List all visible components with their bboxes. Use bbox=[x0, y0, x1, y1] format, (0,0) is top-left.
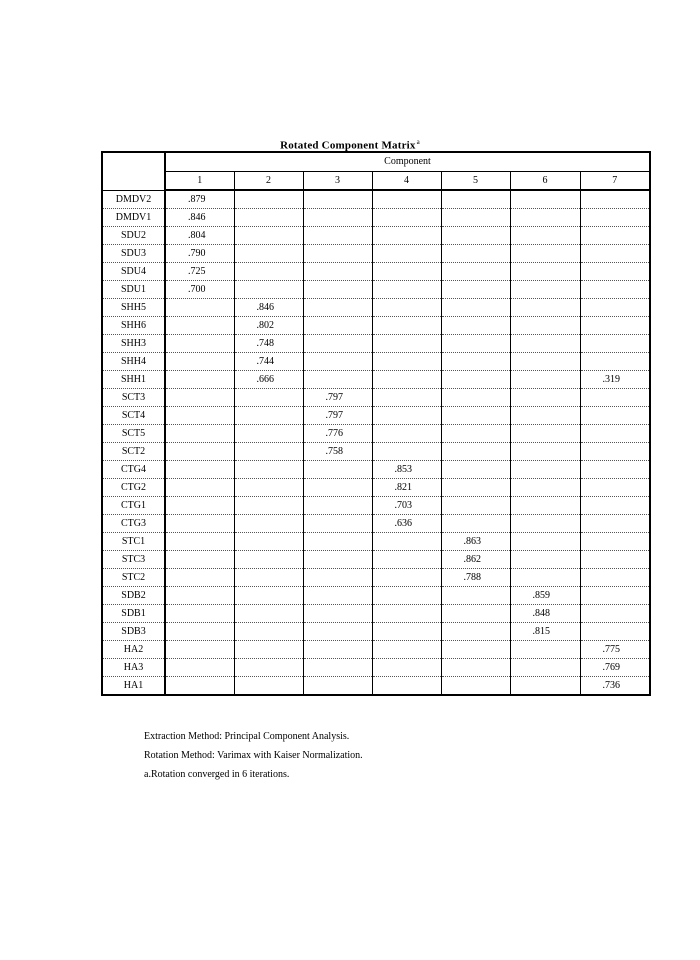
loading-cell bbox=[165, 389, 234, 407]
loading-cell bbox=[510, 371, 580, 389]
loading-cell bbox=[234, 389, 303, 407]
loading-cell bbox=[234, 443, 303, 461]
loading-cell bbox=[372, 569, 441, 587]
loading-cell bbox=[303, 245, 372, 263]
table-row bbox=[102, 623, 650, 641]
loading-cell bbox=[234, 263, 303, 281]
loading-cell bbox=[303, 209, 372, 227]
loading-cell bbox=[165, 317, 234, 335]
row-label: STC3 bbox=[102, 551, 165, 569]
table-row bbox=[102, 569, 650, 587]
loading-cell: .700 bbox=[165, 281, 234, 299]
loading-cell bbox=[580, 443, 650, 461]
loading-cell bbox=[580, 551, 650, 569]
table-row bbox=[102, 389, 650, 407]
loading-cell bbox=[303, 497, 372, 515]
loading-cell: .797 bbox=[303, 389, 372, 407]
loading-cell bbox=[234, 569, 303, 587]
loading-cell bbox=[372, 245, 441, 263]
loading-cell bbox=[580, 245, 650, 263]
table-row bbox=[102, 461, 650, 479]
component-header: Component bbox=[165, 152, 650, 172]
loading-cell: .797 bbox=[303, 407, 372, 425]
matrix-body bbox=[102, 190, 650, 695]
table-row bbox=[102, 479, 650, 497]
loading-cell: .703 bbox=[372, 497, 441, 515]
loading-cell bbox=[372, 353, 441, 371]
header-row-group bbox=[102, 152, 650, 172]
loading-cell bbox=[303, 605, 372, 623]
loading-cell bbox=[441, 425, 510, 443]
component-number-7: 7 bbox=[580, 172, 650, 191]
loading-cell bbox=[580, 353, 650, 371]
loading-cell: .788 bbox=[441, 569, 510, 587]
loading-cell bbox=[372, 659, 441, 677]
row-label: DMDV2 bbox=[102, 190, 165, 209]
loading-cell bbox=[303, 317, 372, 335]
loading-cell: .821 bbox=[372, 479, 441, 497]
loading-cell bbox=[441, 587, 510, 605]
loading-cell bbox=[510, 479, 580, 497]
loading-cell bbox=[165, 497, 234, 515]
loading-cell bbox=[165, 569, 234, 587]
loading-cell bbox=[234, 677, 303, 696]
loading-cell bbox=[234, 605, 303, 623]
loading-cell bbox=[441, 371, 510, 389]
table-notes bbox=[144, 727, 363, 784]
loading-cell bbox=[580, 569, 650, 587]
loading-cell bbox=[165, 479, 234, 497]
loading-cell: .815 bbox=[510, 623, 580, 641]
loading-cell bbox=[372, 551, 441, 569]
loading-cell bbox=[234, 623, 303, 641]
component-number-5: 5 bbox=[441, 172, 510, 191]
loading-cell bbox=[234, 227, 303, 245]
table-row bbox=[102, 335, 650, 353]
loading-cell bbox=[510, 190, 580, 209]
loading-cell bbox=[165, 335, 234, 353]
loading-cell bbox=[303, 659, 372, 677]
table-row bbox=[102, 497, 650, 515]
loading-cell: .846 bbox=[165, 209, 234, 227]
row-label: SDU3 bbox=[102, 245, 165, 263]
component-number-4: 4 bbox=[372, 172, 441, 191]
loading-cell bbox=[372, 677, 441, 696]
loading-cell bbox=[510, 533, 580, 551]
note-rotation-converged: a.Rotation converged in 6 iterations. bbox=[144, 769, 290, 780]
table-row bbox=[102, 245, 650, 263]
loading-cell bbox=[303, 335, 372, 353]
loading-cell bbox=[510, 659, 580, 677]
component-number-1: 1 bbox=[165, 172, 234, 191]
row-label: HA3 bbox=[102, 659, 165, 677]
loading-cell bbox=[580, 623, 650, 641]
loading-cell bbox=[441, 497, 510, 515]
loading-cell bbox=[303, 479, 372, 497]
loading-cell bbox=[234, 497, 303, 515]
table-row bbox=[102, 371, 650, 389]
loading-cell bbox=[441, 641, 510, 659]
loading-cell bbox=[510, 281, 580, 299]
row-label: DMDV1 bbox=[102, 209, 165, 227]
loading-cell bbox=[234, 461, 303, 479]
row-label: HA2 bbox=[102, 641, 165, 659]
loading-cell bbox=[303, 551, 372, 569]
loading-cell: .725 bbox=[165, 263, 234, 281]
loading-cell bbox=[510, 299, 580, 317]
row-label: CTG4 bbox=[102, 461, 165, 479]
row-label: SDB3 bbox=[102, 623, 165, 641]
loading-cell bbox=[441, 281, 510, 299]
loading-cell bbox=[441, 353, 510, 371]
loading-cell bbox=[441, 263, 510, 281]
loading-cell bbox=[510, 443, 580, 461]
loading-cell bbox=[510, 551, 580, 569]
loading-cell bbox=[165, 641, 234, 659]
note-extraction-method: Extraction Method: Principal Component Analysis. bbox=[144, 731, 350, 742]
loading-cell: .859 bbox=[510, 587, 580, 605]
loading-cell bbox=[303, 515, 372, 533]
loading-cell bbox=[441, 659, 510, 677]
loading-cell bbox=[510, 515, 580, 533]
table-row bbox=[102, 190, 650, 209]
loading-cell bbox=[510, 353, 580, 371]
loading-cell: .802 bbox=[234, 317, 303, 335]
loading-cell bbox=[580, 533, 650, 551]
row-label: SDU4 bbox=[102, 263, 165, 281]
loading-cell bbox=[441, 605, 510, 623]
loading-cell bbox=[580, 425, 650, 443]
table-title bbox=[0, 138, 700, 152]
loading-cell bbox=[510, 227, 580, 245]
loading-cell bbox=[510, 209, 580, 227]
loading-cell bbox=[372, 335, 441, 353]
loading-cell bbox=[234, 533, 303, 551]
loading-cell bbox=[580, 281, 650, 299]
loading-cell bbox=[234, 281, 303, 299]
row-label: CTG3 bbox=[102, 515, 165, 533]
component-number-3: 3 bbox=[303, 172, 372, 191]
loading-cell bbox=[372, 443, 441, 461]
loading-cell bbox=[441, 479, 510, 497]
loading-cell bbox=[165, 677, 234, 696]
loading-cell bbox=[441, 677, 510, 696]
loading-cell bbox=[234, 190, 303, 209]
corner-cell bbox=[102, 152, 165, 190]
table-row bbox=[102, 317, 650, 335]
loading-cell bbox=[441, 190, 510, 209]
rotated-component-matrix bbox=[101, 151, 651, 696]
loading-cell bbox=[510, 569, 580, 587]
loading-cell bbox=[580, 587, 650, 605]
row-label: STC2 bbox=[102, 569, 165, 587]
loading-cell bbox=[303, 587, 372, 605]
note-rotation-method: Rotation Method: Varimax with Kaiser Normalization. bbox=[144, 750, 363, 761]
loading-cell bbox=[372, 227, 441, 245]
loading-cell: .666 bbox=[234, 371, 303, 389]
table-title-text: Rotated Component Matrix bbox=[280, 139, 416, 152]
loading-cell bbox=[441, 389, 510, 407]
loading-cell: .748 bbox=[234, 335, 303, 353]
row-label: SCT5 bbox=[102, 425, 165, 443]
table-row bbox=[102, 641, 650, 659]
loading-cell bbox=[303, 677, 372, 696]
loading-cell bbox=[165, 533, 234, 551]
loading-cell bbox=[580, 407, 650, 425]
loading-cell: .846 bbox=[234, 299, 303, 317]
table-row bbox=[102, 227, 650, 245]
loading-cell bbox=[372, 425, 441, 443]
loading-cell bbox=[580, 605, 650, 623]
table-row bbox=[102, 281, 650, 299]
row-label: SHH5 bbox=[102, 299, 165, 317]
loading-cell bbox=[372, 209, 441, 227]
loading-cell: .775 bbox=[580, 641, 650, 659]
loading-cell: .736 bbox=[580, 677, 650, 696]
loading-cell bbox=[510, 245, 580, 263]
table-row bbox=[102, 677, 650, 696]
loading-cell: .804 bbox=[165, 227, 234, 245]
loading-cell: .879 bbox=[165, 190, 234, 209]
loading-cell: .790 bbox=[165, 245, 234, 263]
loading-cell bbox=[372, 605, 441, 623]
row-label: CTG1 bbox=[102, 497, 165, 515]
loading-cell bbox=[580, 515, 650, 533]
loading-cell bbox=[441, 299, 510, 317]
loading-cell bbox=[441, 623, 510, 641]
loading-cell bbox=[303, 623, 372, 641]
loading-cell bbox=[234, 245, 303, 263]
loading-cell bbox=[303, 641, 372, 659]
loading-cell bbox=[510, 317, 580, 335]
row-label: HA1 bbox=[102, 677, 165, 696]
loading-cell bbox=[165, 551, 234, 569]
row-label: SHH1 bbox=[102, 371, 165, 389]
loading-cell bbox=[580, 227, 650, 245]
header-row-components bbox=[102, 172, 650, 191]
loading-cell bbox=[165, 659, 234, 677]
loading-cell bbox=[372, 587, 441, 605]
row-label: SDU2 bbox=[102, 227, 165, 245]
loading-cell bbox=[165, 623, 234, 641]
loading-cell bbox=[441, 461, 510, 479]
loading-cell bbox=[165, 407, 234, 425]
loading-cell: .758 bbox=[303, 443, 372, 461]
row-label: SDB1 bbox=[102, 605, 165, 623]
loading-cell: .636 bbox=[372, 515, 441, 533]
loading-cell bbox=[441, 317, 510, 335]
loading-cell bbox=[372, 407, 441, 425]
loading-cell bbox=[303, 353, 372, 371]
loading-cell bbox=[234, 587, 303, 605]
table-row bbox=[102, 353, 650, 371]
loading-cell bbox=[234, 407, 303, 425]
loading-cell bbox=[234, 479, 303, 497]
table-row bbox=[102, 533, 650, 551]
table-row bbox=[102, 443, 650, 461]
loading-cell bbox=[165, 605, 234, 623]
row-label: SDU1 bbox=[102, 281, 165, 299]
loading-cell bbox=[372, 299, 441, 317]
loading-cell bbox=[234, 659, 303, 677]
loading-cell bbox=[303, 371, 372, 389]
loading-cell bbox=[510, 677, 580, 696]
table-row bbox=[102, 407, 650, 425]
loading-cell bbox=[234, 551, 303, 569]
row-label: SDB2 bbox=[102, 587, 165, 605]
loading-cell bbox=[580, 263, 650, 281]
loading-cell bbox=[372, 533, 441, 551]
loading-cell bbox=[165, 299, 234, 317]
loading-cell bbox=[372, 623, 441, 641]
row-label: SHH6 bbox=[102, 317, 165, 335]
loading-cell bbox=[441, 245, 510, 263]
loading-cell bbox=[580, 461, 650, 479]
loading-cell: .853 bbox=[372, 461, 441, 479]
loading-cell: .319 bbox=[580, 371, 650, 389]
loading-cell bbox=[165, 515, 234, 533]
row-label: STC1 bbox=[102, 533, 165, 551]
table-row bbox=[102, 605, 650, 623]
loading-cell bbox=[580, 299, 650, 317]
loading-cell: .863 bbox=[441, 533, 510, 551]
table-row bbox=[102, 209, 650, 227]
loading-cell bbox=[510, 335, 580, 353]
loading-cell bbox=[303, 263, 372, 281]
loading-cell bbox=[165, 443, 234, 461]
table-row bbox=[102, 659, 650, 677]
row-label: SCT3 bbox=[102, 389, 165, 407]
loading-cell bbox=[372, 317, 441, 335]
loading-cell bbox=[234, 425, 303, 443]
component-number-2: 2 bbox=[234, 172, 303, 191]
loading-cell bbox=[580, 317, 650, 335]
loading-cell bbox=[372, 281, 441, 299]
loading-cell bbox=[441, 209, 510, 227]
loading-cell bbox=[441, 443, 510, 461]
loading-cell bbox=[234, 209, 303, 227]
loading-cell bbox=[441, 227, 510, 245]
row-label: SHH3 bbox=[102, 335, 165, 353]
loading-cell bbox=[441, 515, 510, 533]
loading-cell bbox=[510, 407, 580, 425]
loading-cell bbox=[372, 389, 441, 407]
loading-cell bbox=[372, 190, 441, 209]
loading-cell bbox=[510, 425, 580, 443]
loading-cell bbox=[234, 515, 303, 533]
table-row bbox=[102, 263, 650, 281]
loading-cell bbox=[510, 389, 580, 407]
loading-cell bbox=[165, 371, 234, 389]
row-label: SCT4 bbox=[102, 407, 165, 425]
loading-cell bbox=[580, 209, 650, 227]
loading-cell bbox=[441, 407, 510, 425]
component-number-6: 6 bbox=[510, 172, 580, 191]
title-footnote-marker: a bbox=[416, 138, 420, 146]
table-row bbox=[102, 299, 650, 317]
loading-cell bbox=[372, 263, 441, 281]
row-label: SHH4 bbox=[102, 353, 165, 371]
loading-cell bbox=[441, 335, 510, 353]
loading-cell bbox=[580, 335, 650, 353]
table-row bbox=[102, 515, 650, 533]
loading-cell bbox=[303, 299, 372, 317]
loading-cell bbox=[303, 190, 372, 209]
loading-cell bbox=[580, 389, 650, 407]
loading-cell bbox=[165, 353, 234, 371]
loading-cell: .744 bbox=[234, 353, 303, 371]
loading-cell bbox=[165, 587, 234, 605]
loading-cell bbox=[510, 461, 580, 479]
loading-cell bbox=[510, 641, 580, 659]
loading-cell bbox=[303, 227, 372, 245]
loading-cell bbox=[580, 479, 650, 497]
loading-cell: .776 bbox=[303, 425, 372, 443]
loading-cell bbox=[372, 371, 441, 389]
loading-cell: .862 bbox=[441, 551, 510, 569]
table-row bbox=[102, 425, 650, 443]
loading-cell bbox=[510, 497, 580, 515]
loading-cell bbox=[165, 425, 234, 443]
loading-cell bbox=[580, 190, 650, 209]
loading-cell bbox=[303, 461, 372, 479]
loading-cell bbox=[372, 641, 441, 659]
loading-cell bbox=[303, 281, 372, 299]
loading-cell bbox=[580, 497, 650, 515]
table-row bbox=[102, 551, 650, 569]
loading-cell bbox=[510, 263, 580, 281]
loading-cell bbox=[234, 641, 303, 659]
loading-cell bbox=[303, 533, 372, 551]
row-label: CTG2 bbox=[102, 479, 165, 497]
loading-cell: .769 bbox=[580, 659, 650, 677]
loading-cell bbox=[303, 569, 372, 587]
row-label: SCT2 bbox=[102, 443, 165, 461]
table-row bbox=[102, 587, 650, 605]
loading-cell: .848 bbox=[510, 605, 580, 623]
loading-cell bbox=[165, 461, 234, 479]
